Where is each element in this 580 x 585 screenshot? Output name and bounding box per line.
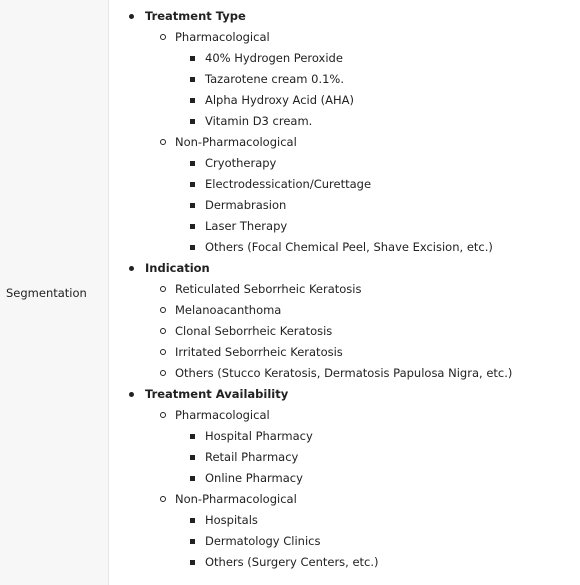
list-item-text: Laser Therapy bbox=[205, 219, 288, 233]
row-label-cell bbox=[0, 0, 109, 585]
square-bullet-icon bbox=[190, 455, 195, 460]
list-item-text: Pharmacological bbox=[175, 408, 270, 422]
square-bullet-icon bbox=[190, 182, 195, 187]
list-item-level-3 bbox=[109, 237, 580, 258]
list-item-text: Tazarotene cream 0.1%. bbox=[205, 72, 345, 86]
list-item-text: Reticulated Seborrheic Keratosis bbox=[175, 282, 362, 296]
list-item-level-2 bbox=[109, 321, 580, 342]
list-item-text: Treatment Availability bbox=[145, 387, 289, 401]
square-bullet-icon bbox=[190, 98, 195, 103]
list-item-text: Dermatology Clinics bbox=[205, 534, 321, 548]
list-item-level-2 bbox=[109, 405, 580, 426]
circle-bullet-icon bbox=[160, 412, 166, 418]
list-item-text: Melanoacanthoma bbox=[175, 303, 282, 317]
list-item-text: Indication bbox=[145, 261, 210, 275]
circle-bullet-icon bbox=[160, 349, 166, 355]
circle-bullet-icon bbox=[160, 307, 166, 313]
circle-bullet-icon bbox=[160, 328, 166, 334]
square-bullet-icon bbox=[190, 203, 195, 208]
circle-bullet-icon bbox=[160, 496, 166, 502]
list-item-text: 40% Hydrogen Peroxide bbox=[205, 51, 343, 65]
list-item-level-3 bbox=[109, 48, 580, 69]
list-item-text: Others (Focal Chemical Peel, Shave Excision, etc.) bbox=[205, 240, 493, 254]
segmentation-list bbox=[109, 0, 580, 585]
square-bullet-icon bbox=[190, 224, 195, 229]
list-item-level-1 bbox=[109, 6, 580, 27]
list-item-text: Hospitals bbox=[205, 513, 258, 527]
disc-bullet-icon bbox=[129, 392, 134, 397]
disc-bullet-icon bbox=[129, 266, 134, 271]
circle-bullet-icon bbox=[160, 34, 166, 40]
square-bullet-icon bbox=[190, 476, 195, 481]
list-item-level-3 bbox=[109, 531, 580, 552]
circle-bullet-icon bbox=[160, 139, 166, 145]
list-item-level-1 bbox=[109, 258, 580, 279]
list-item-level-2 bbox=[109, 363, 580, 384]
list-item-text: Hospital Pharmacy bbox=[205, 429, 313, 443]
square-bullet-icon bbox=[190, 560, 195, 565]
list-item-level-2 bbox=[109, 489, 580, 510]
list-item-level-2 bbox=[109, 132, 580, 153]
square-bullet-icon bbox=[190, 161, 195, 166]
list-item-text: Alpha Hydroxy Acid (AHA) bbox=[205, 93, 355, 107]
list-item-text: Others (Stucco Keratosis, Dermatosis Papulosa Nigra, etc.) bbox=[175, 366, 513, 380]
list-item-level-3 bbox=[109, 90, 580, 111]
square-bullet-icon bbox=[190, 119, 195, 124]
list-item-level-2 bbox=[109, 342, 580, 363]
list-item-text: Others (Surgery Centers, etc.) bbox=[205, 555, 379, 569]
list-item-level-1 bbox=[109, 384, 580, 405]
list-item-level-3 bbox=[109, 426, 580, 447]
list-item-text: Irritated Seborrheic Keratosis bbox=[175, 345, 343, 359]
list-item-text: Treatment Type bbox=[145, 9, 246, 23]
list-item-text: Electrodessication/Curettage bbox=[205, 177, 372, 191]
list-item-level-2 bbox=[109, 279, 580, 300]
list-item-text: Dermabrasion bbox=[205, 198, 287, 212]
square-bullet-icon bbox=[190, 77, 195, 82]
square-bullet-icon bbox=[190, 434, 195, 439]
square-bullet-icon bbox=[190, 518, 195, 523]
row-label: Segmentation bbox=[6, 285, 87, 300]
list-item-level-3 bbox=[109, 468, 580, 489]
list-item-level-3 bbox=[109, 153, 580, 174]
square-bullet-icon bbox=[190, 245, 195, 250]
list-item-level-2 bbox=[109, 27, 580, 48]
list-item-text: Cryotherapy bbox=[205, 156, 277, 170]
list-item-level-3 bbox=[109, 510, 580, 531]
square-bullet-icon bbox=[190, 56, 195, 61]
list-item-level-3 bbox=[109, 111, 580, 132]
list-item-level-3 bbox=[109, 195, 580, 216]
list-item-text: Non-Pharmacological bbox=[175, 135, 297, 149]
disc-bullet-icon bbox=[129, 14, 134, 19]
list-item-text: Vitamin D3 cream. bbox=[205, 114, 313, 128]
square-bullet-icon bbox=[190, 539, 195, 544]
circle-bullet-icon bbox=[160, 286, 166, 292]
list-item-level-3 bbox=[109, 69, 580, 90]
list-item-text: Online Pharmacy bbox=[205, 471, 303, 485]
circle-bullet-icon bbox=[160, 370, 166, 376]
list-item-level-3 bbox=[109, 174, 580, 195]
list-item-text: Retail Pharmacy bbox=[205, 450, 299, 464]
list-item-level-2 bbox=[109, 300, 580, 321]
list-item-text: Non-Pharmacological bbox=[175, 492, 297, 506]
list-item-level-3 bbox=[109, 216, 580, 237]
list-item-level-3 bbox=[109, 447, 580, 468]
list-item-text: Clonal Seborrheic Keratosis bbox=[175, 324, 333, 338]
list-item-text: Pharmacological bbox=[175, 30, 270, 44]
list-item-level-3 bbox=[109, 552, 580, 573]
